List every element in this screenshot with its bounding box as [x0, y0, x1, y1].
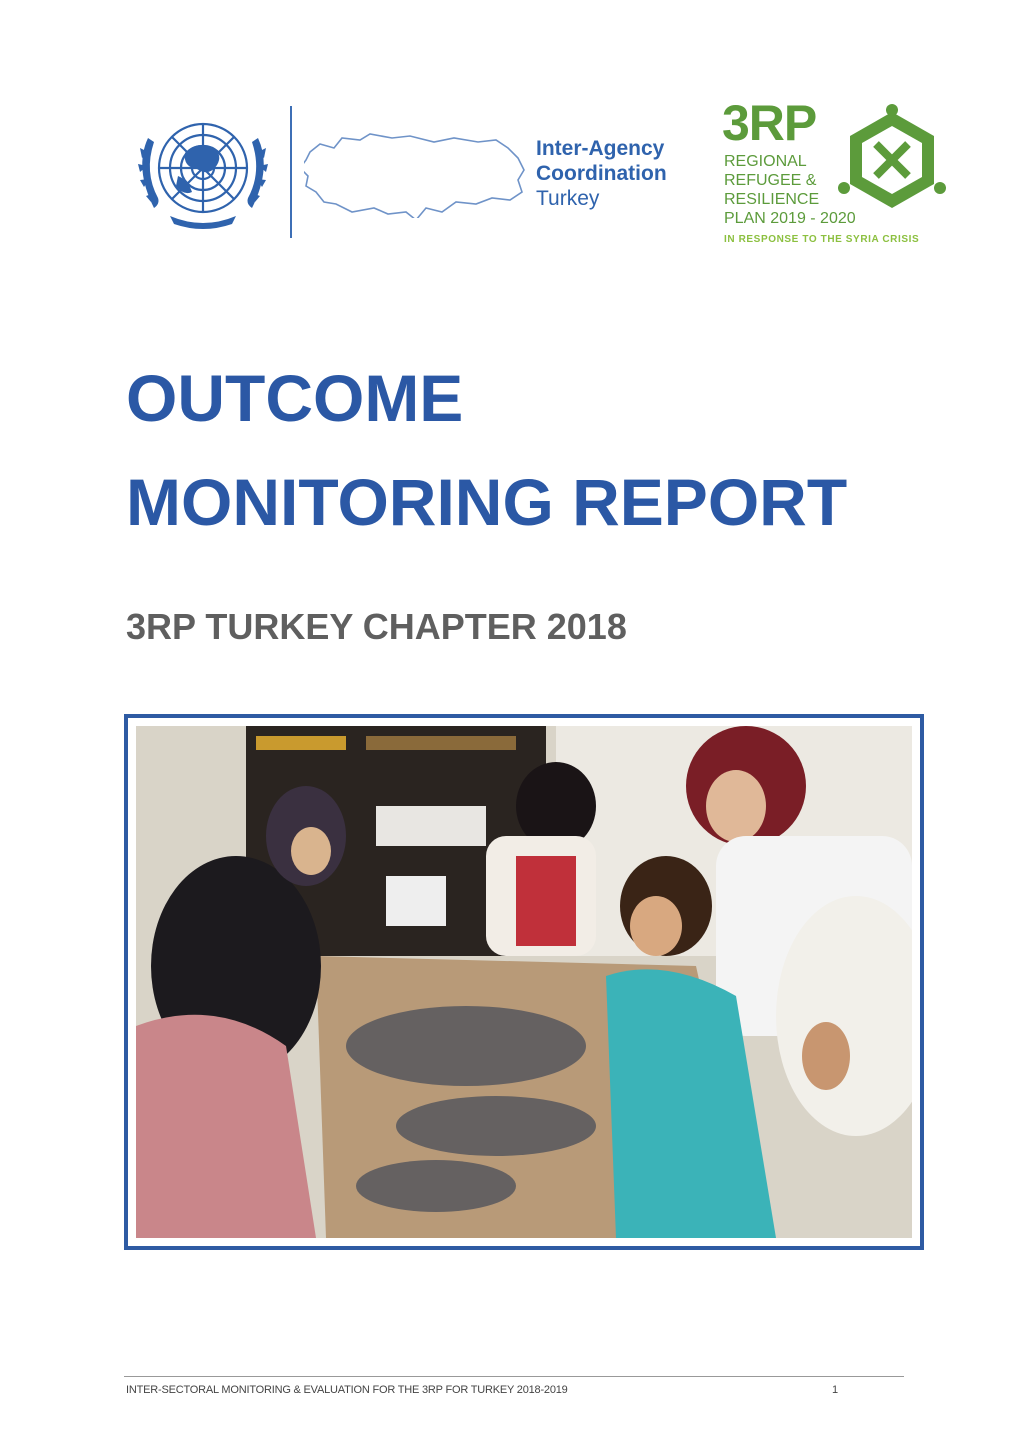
footer-rule	[124, 1376, 904, 1377]
turkey-map-icon	[304, 122, 526, 218]
iac-line1: Inter-Agency	[536, 137, 665, 160]
3rp-line3: RESILIENCE	[724, 191, 820, 208]
report-subtitle: 3RP TURKEY CHAPTER 2018	[126, 606, 627, 647]
iac-line2: Coordination	[536, 162, 667, 185]
3rp-logo	[722, 95, 952, 258]
footer-text: INTER-SECTORAL MONITORING & EVALUATION FOR THE 3RP FOR TURKEY 2018-2019	[126, 1384, 568, 1396]
title-line2: MONITORING REPORT	[126, 465, 848, 539]
report-title	[126, 346, 847, 554]
inter-agency-coordination-label	[536, 136, 667, 211]
3rp-tagline: IN RESPONSE TO THE SYRIA CRISIS	[724, 234, 920, 245]
3rp-line1: REGIONAL	[724, 153, 807, 170]
header-logos	[0, 0, 1024, 270]
3rp-emblem-icon	[836, 104, 948, 216]
3rp-line4: PLAN 2019 - 2020	[724, 210, 856, 227]
3rp-line2: REFUGEE &	[724, 172, 817, 189]
logo-divider	[290, 106, 292, 238]
un-emblem-icon	[130, 108, 276, 232]
3rp-short: 3RP	[722, 95, 817, 151]
title-line1: OUTCOME	[126, 361, 464, 435]
iac-line3: Turkey	[536, 187, 600, 210]
cover-photo-frame	[124, 714, 924, 1250]
page-number: 1	[832, 1384, 839, 1396]
cover-photo	[136, 726, 912, 1238]
